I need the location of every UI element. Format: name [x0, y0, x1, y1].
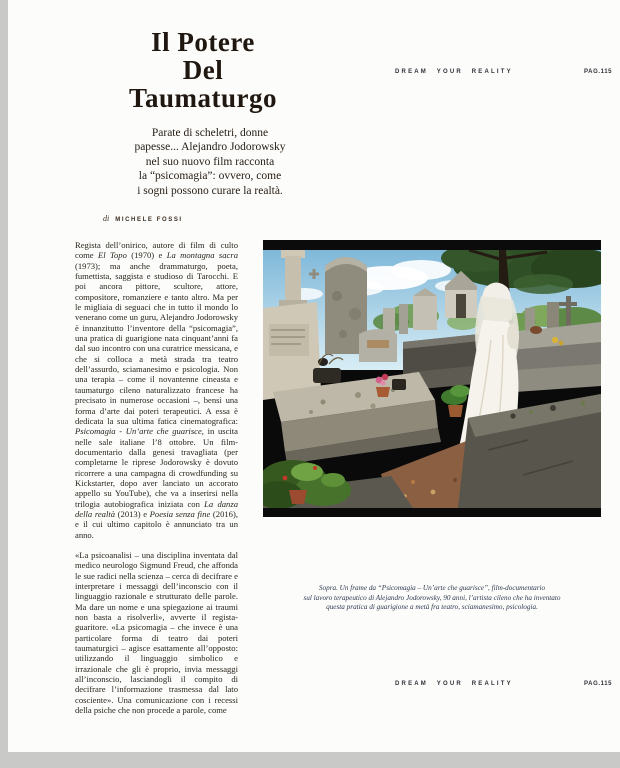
footer-brand: DREAM YOUR REALITY — [395, 681, 513, 687]
photo-caption — [253, 584, 611, 613]
body-paragraph: «La psicoanalisi – una disciplina inventata dal medico neurologo Sigmund Freud, che affonda le sue radici nella scienza – cerca di decifrare e interpretare i messaggi dell’inconscio con il linguaggio razionale e strutturato delle parole. Ma dare un nome e una spiegazione ai traumi non basta a risolverli», avverte il regista-guaritore. «La psicomagia – che invece è una particolare forma di teatro dai poteri taumaturgici – agisce esattamente all’opposto: utilizzando il linguaggio simbolico e irrazionale che gli è proprio, invia messaggi all’inconscio, lasciandogli il compito di decifrare l’informazione trasmessa dal lato cosciente». Una comunicazione con i recessi della psiche che non procede a parole, come — [75, 549, 238, 716]
byline — [103, 208, 183, 226]
standfirst-line: Parate di scheletri, donne — [151, 127, 269, 139]
caption-line: Sopra. Un frame da “Psicomagia – Un’arte che guarisce”, film-documentario — [318, 584, 546, 592]
photo-small-headstone — [359, 329, 397, 362]
letterbox-top — [263, 240, 601, 250]
standfirst-line: nel suo nuovo film racconta — [145, 155, 275, 168]
byline-name: MICHELE FOSSI — [115, 217, 183, 223]
body-paragraph: Regista dell’onirico, autore di film di culto come El Topo (1970) e La montagna sacra (1973); ma anche drammaturgo, poeta, fumettista, saggista e studioso di Tarocchi. E poi ancora pittore, scultore, attore, compositore, romanziere e tanto altro. Ma per le migliaia di seguaci che in tutto il mondo lo venerano come un guru, Alejandro Jodorowsky è innanzitutto l’inventore della “psicomagia”, una pratica di guarigione nata cinquant’anni fa dal suo incontro con una curatrice messicana, e che si colloca a metà strada tra teatro dell’assurdo, sciamanesimo e psicologia. Non una terapia – come il novantenne cineasta e taumaturgo cileno naturalizzato francese ha precisato in numerose occasioni –, bensì una forma d’arte dai poteri terapeutici. A essa è dedicata la sua ultima fatica cinematografica: Psicomagia - Un’arte che guarisce, in uscita nelle sale italiane l’8 ottobre. Un film-documentario dalla genesi travagliata (per completarne le riprese Jodorowsky è dovuto ricorrere a una campagna di crowdfunding su Kickstarter, dopo aver lanciato un accorato appello su YouTube), che va a inserirsi nella trilogia autobiografica iniziata con La danza della realtà (2013) e Poesia senza fine (2016), e il cui ultimo capitolo è annunciato tra un anno. — [75, 240, 238, 540]
title-line-3: Taumaturgo — [128, 83, 278, 113]
article-photo — [263, 240, 601, 517]
header-page-number: PAG.115 — [584, 69, 613, 75]
header-brand: DREAM YOUR REALITY — [395, 69, 513, 75]
article-body — [75, 240, 238, 725]
standfirst-line: papesse... Alejandro Jodorowsky — [134, 141, 286, 154]
standfirst-line: i sogni possono curare la realtà. — [137, 184, 283, 197]
caption-line: sul lavoro terapeutico di Alejandro Jodorowsky, 90 anni, l’artista cileno che ha inventato — [303, 593, 561, 602]
title-line-1: Il Potere — [151, 27, 255, 57]
photo-illustration — [263, 240, 601, 517]
footer-page-number: PAG.115 — [584, 681, 613, 687]
magazine-page — [8, 0, 620, 752]
standfirst — [40, 126, 380, 198]
byline-prefix: di — [103, 214, 110, 223]
title-line-2: Del — [182, 55, 224, 85]
caption-line: questa pratica di guarigione a metà fra teatro, sciamanesimo, psicologia. — [326, 603, 538, 612]
letterbox-bottom — [263, 508, 601, 517]
standfirst-line: la “psicomagia”: ovvero, come — [138, 170, 282, 183]
article-title — [38, 28, 368, 112]
